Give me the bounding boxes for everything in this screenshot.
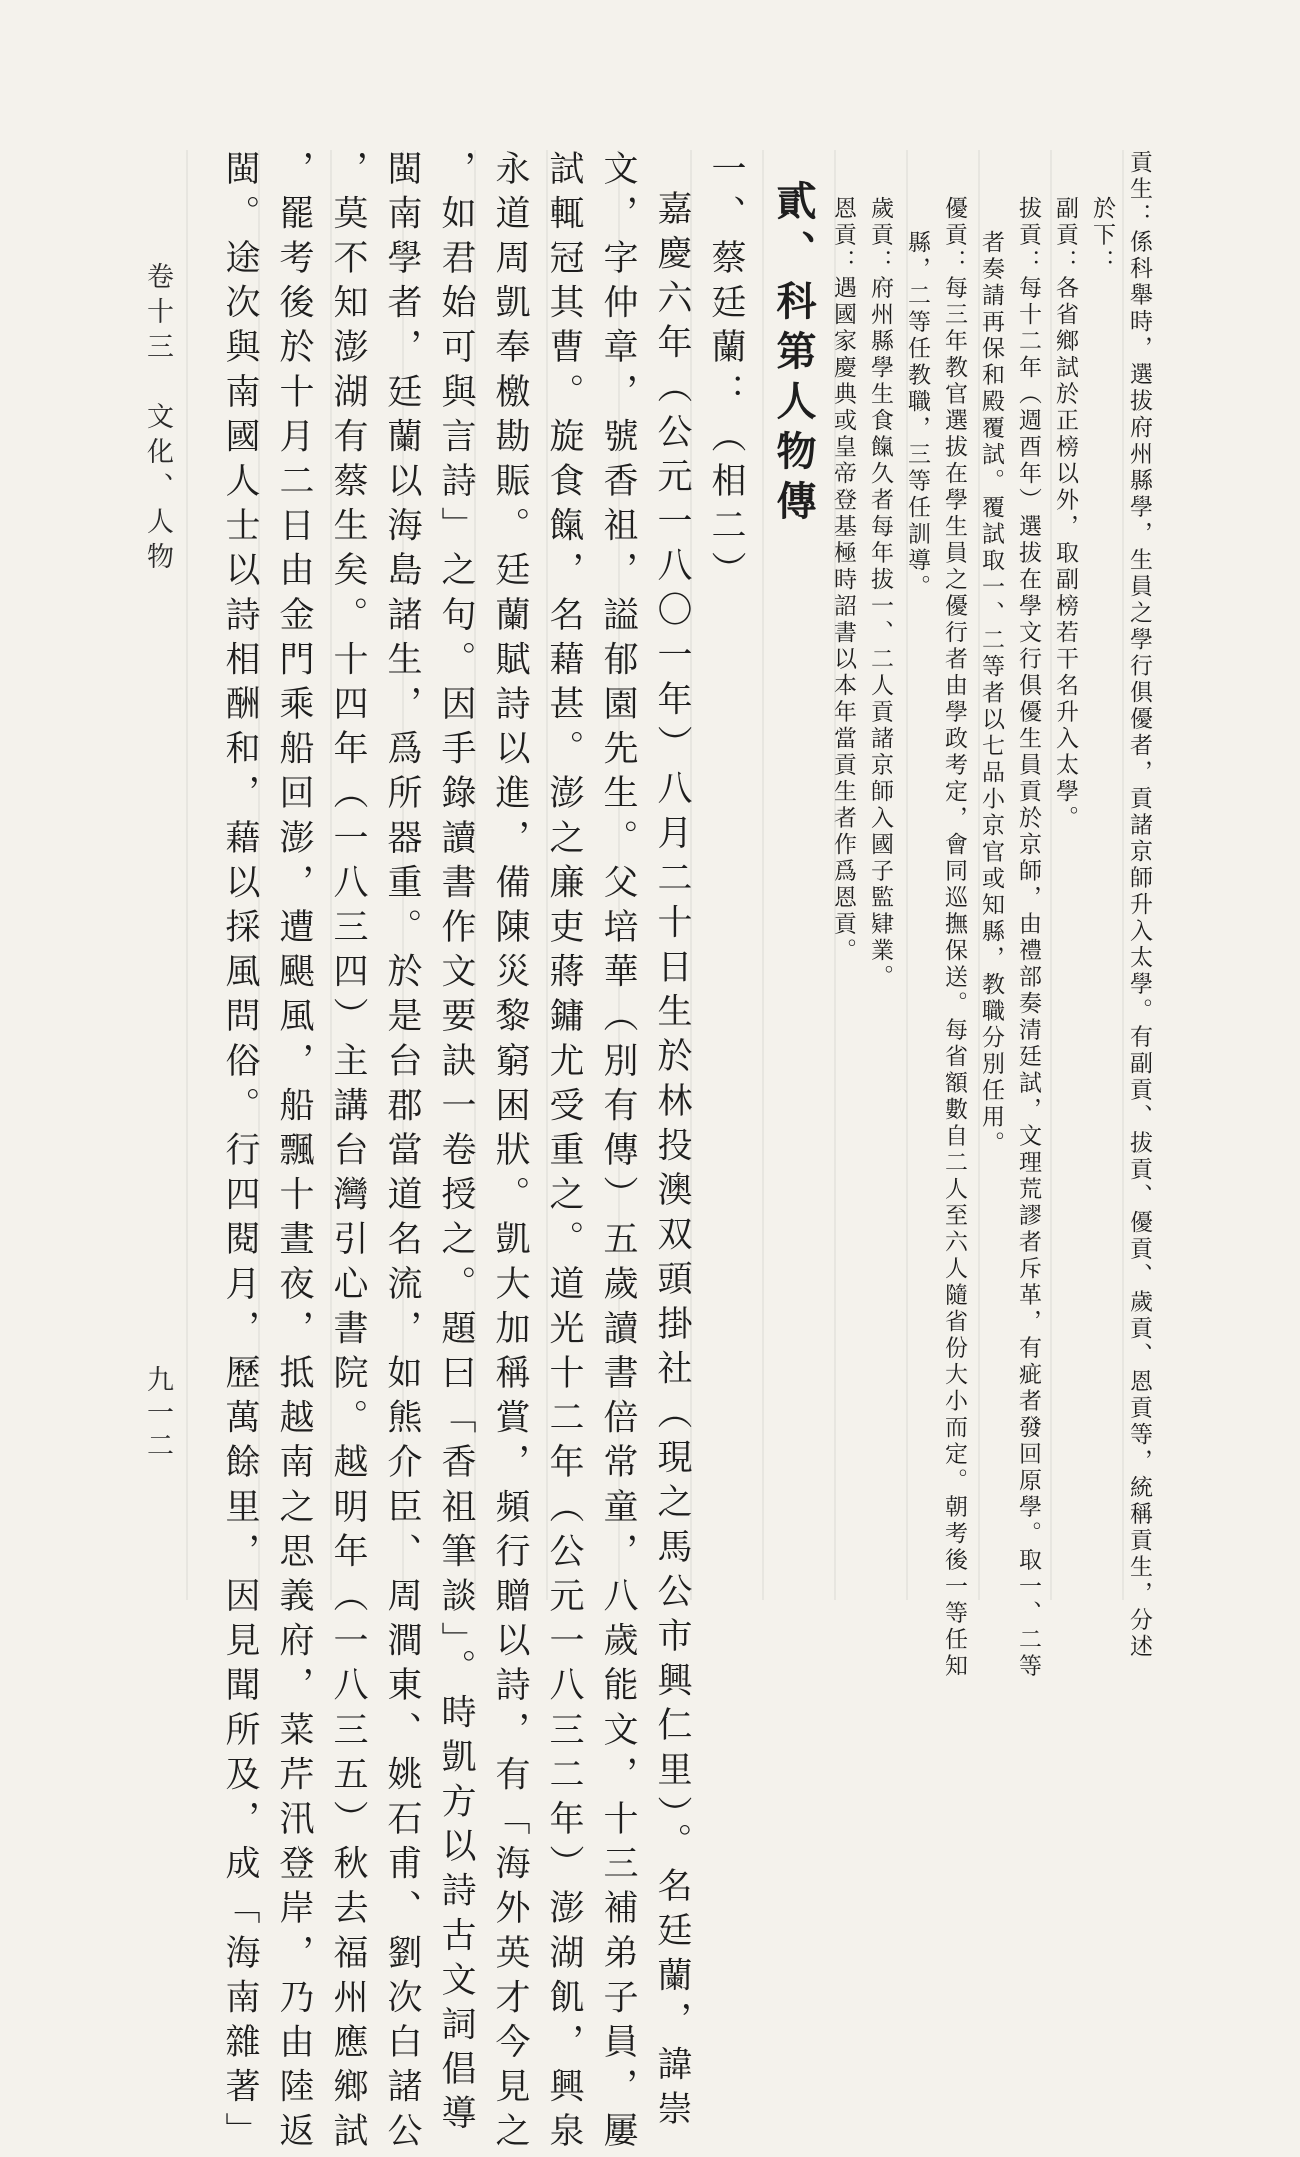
yougong-line-1: 優貢：每三年教官選拔在學生員之優行者由學政考定，會同巡撫保送。每省額數自二人至六人隨省份大小而定。朝考後一等任知 bbox=[941, 196, 967, 1680]
bio-line-6: ，如君始可與言詩」之句。因手錄讀書作文要訣一卷授之。題曰「香祖筆談」。時凱方以詩古文詞倡導 bbox=[436, 150, 476, 2140]
main-text-block bbox=[203, 150, 1152, 2157]
bio-line-8: ，莫不知澎湖有蔡生矣。十四年（一八三四）主講台灣引心書院。越明年（一八三五）秋去福州應鄉試 bbox=[328, 150, 368, 2157]
bio-line-4: 試輒冠其曹。旋食餼，名藉甚。澎之廉吏蔣鏞尤受重之。道光十二年（公元一八三二年）澎湖飢，興泉 bbox=[544, 150, 584, 2157]
suigong-line: 歲貢：府州縣學生食餼久者每年拔一、二人貢諸京師入國子監肄業。 bbox=[867, 196, 893, 991]
bio-line-7: 閩南學者，廷蘭以海島諸生，爲所器重。於是台郡當道名流，如熊介臣、周澗東、姚石甫、劉次白諸公 bbox=[382, 150, 422, 2157]
intro-line-1: 貢生：係科舉時，選拔府州縣學，生員之學行俱優者，貢諸京師升入太學。有副貢、拔貢、優貢、歲貢、恩貢等，統稱貢生，分述 bbox=[1126, 150, 1152, 1661]
section-heading: 貳、科第人物傳 bbox=[770, 180, 817, 530]
bio-line-2: 嘉慶六年（公元一八〇一年）八月二十日生於林投澳双頭掛社（現之馬公市興仁里）。名廷蘭，諱崇 bbox=[652, 190, 692, 2135]
fugong-line: 副貢：各省鄉試於正榜以外，取副榜若干名升入太學。 bbox=[1052, 196, 1078, 832]
yougong-line-2: 縣，二等任教職，三等任訓導。 bbox=[904, 230, 930, 601]
bio-line-1: 一、蔡廷蘭：（相二） bbox=[706, 150, 746, 596]
page-number: 九一二 bbox=[142, 1365, 173, 1464]
footer-section-title: 卷十三 文化、人物 bbox=[142, 262, 173, 577]
intro-line-2: 於下： bbox=[1089, 196, 1115, 276]
bio-line-3: 文，字仲章，號香祖，謚郁園先生。父培華（別有傳）五歲讀書倍常童，八歲能文，十三補弟子員，屢 bbox=[598, 150, 638, 2157]
bio-line-9: ，罷考後於十月二日由金門乘船回澎，遭颶風，船飄十晝夜，抵越南之思義府，菜芹汛登岸，乃由陸返 bbox=[274, 150, 314, 2157]
bio-line-10: 閩。途次與南國人士以詩相酬和，藉以採風問俗。行四閱月，歷萬餘里，因見聞所及，成「海南雜著」 bbox=[220, 150, 260, 2157]
bio-line-5: 永道周凱奉檄勘賑。廷蘭賦詩以進，備陳災黎窮困狀。凱大加稱賞，頻行贈以詩，有「海外英才今見之 bbox=[490, 150, 530, 2157]
engong-line: 恩貢：遇國家慶典或皇帝登基極時詔書以本年當貢生者作爲恩貢。 bbox=[830, 196, 856, 965]
bagong-line-1: 拔貢：每十二年（週酉年）選拔在學文行俱優生員貢於京師，由禮部奏清廷試，文理荒謬者斥革，有疵者發回原學。取一、二等 bbox=[1015, 196, 1041, 1680]
bagong-line-2: 者奏請再保和殿覆試。覆試取一、二等者以七品小京官或知縣，教職分別任用。 bbox=[978, 230, 1004, 1158]
